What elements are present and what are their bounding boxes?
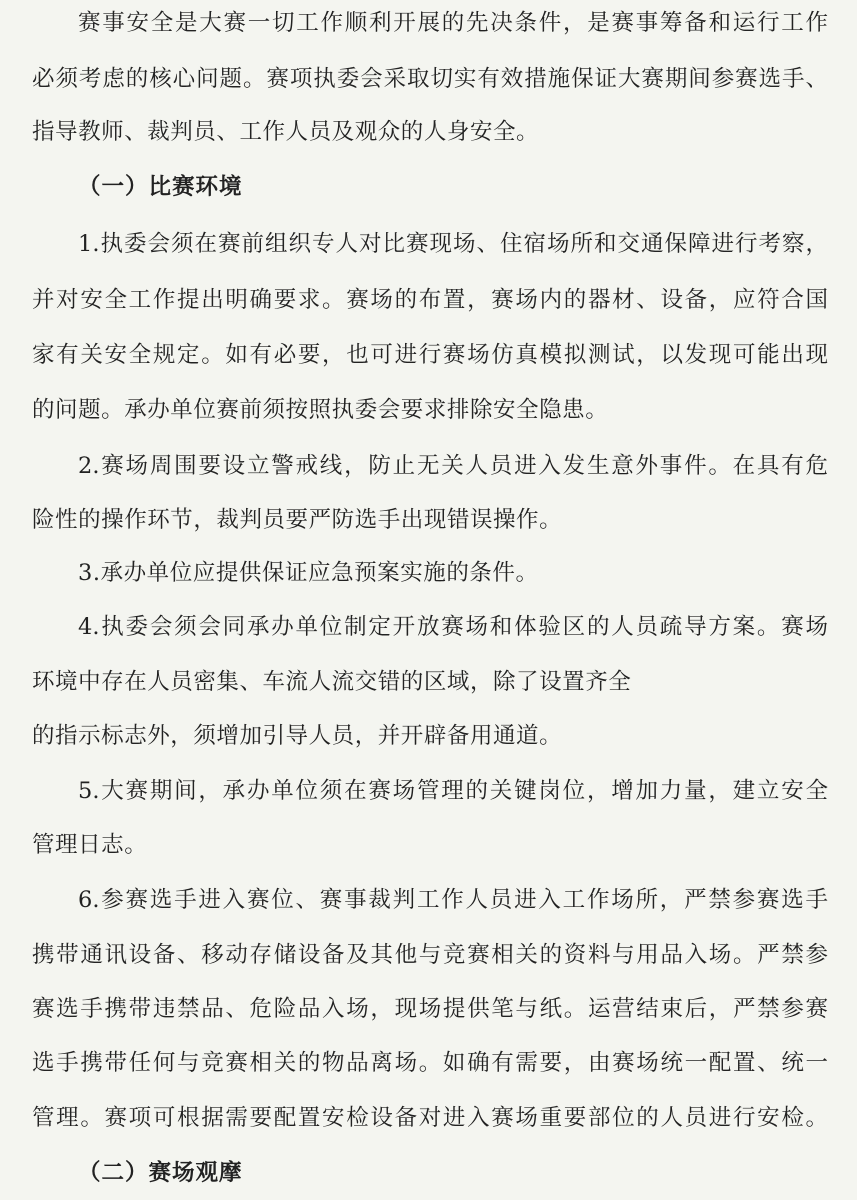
section-heading: （一）比赛环境 xyxy=(78,174,243,200)
paragraph-line: 5.大赛期间，承办单位须在赛场管理的关键岗位，增加力量，建立安全 xyxy=(78,778,828,804)
paragraph-line: 3.承办单位应提供保证应急预案实施的条件。 xyxy=(78,560,539,586)
paragraph-line: 选手携带任何与竞赛相关的物品离场。如确有需要，由赛场统一配置、统一 xyxy=(32,1050,828,1076)
paragraph-line: 6.参赛选手进入赛位、赛事裁判工作人员进入工作场所，严禁参赛选手 xyxy=(78,887,828,913)
paragraph-line: 的问题。承办单位赛前须按照执委会要求排除安全隐患。 xyxy=(32,397,609,423)
section-heading: （二）赛场观摩 xyxy=(78,1160,243,1186)
paragraph-line: 环境中存在人员密集、车流人流交错的区域，除了设置齐全 xyxy=(32,669,632,695)
paragraph-line: 的指示标志外，须增加引导人员，并开辟备用通道。 xyxy=(32,723,563,749)
paragraph-line: 2.赛场周围要设立警戒线，防止无关人员进入发生意外事件。在具有危 xyxy=(78,453,828,479)
paragraph-line: 1.执委会须在赛前组织专人对比赛现场、住宿场所和交通保障进行考察， xyxy=(78,231,828,257)
paragraph-line: 并对安全工作提出明确要求。赛场的布置，赛场内的器材、设备，应符合国 xyxy=(32,287,828,313)
paragraph-line: 险性的操作环节，裁判员要严防选手出现错误操作。 xyxy=(32,507,563,533)
paragraph-line: 赛事安全是大赛一切工作顺利开展的先决条件，是赛事筹备和运行工作 xyxy=(78,10,828,36)
paragraph-line: 赛选手携带违禁品、危险品入场，现场提供笔与纸。运营结束后，严禁参赛 xyxy=(32,996,828,1022)
paragraph-line: 管理日志。 xyxy=(32,832,148,858)
paragraph-line: 必须考虑的核心问题。赛项执委会采取切实有效措施保证大赛期间参赛选手、 xyxy=(32,66,828,92)
paragraph-line: 4.执委会须会同承办单位制定开放赛场和体验区的人员疏导方案。赛场 xyxy=(78,614,828,640)
paragraph-line: 指导教师、裁判员、工作人员及观众的人身安全。 xyxy=(32,119,540,145)
paragraph-line: 家有关安全规定。如有必要，也可进行赛场仿真模拟测试，以发现可能出现 xyxy=(32,342,828,368)
paragraph-line: 携带通讯设备、移动存储设备及其他与竞赛相关的资料与用品入场。严禁参 xyxy=(32,942,828,968)
paragraph-line: 管理。赛项可根据需要配置安检设备对进入赛场重要部位的人员进行安检。 xyxy=(32,1105,828,1131)
